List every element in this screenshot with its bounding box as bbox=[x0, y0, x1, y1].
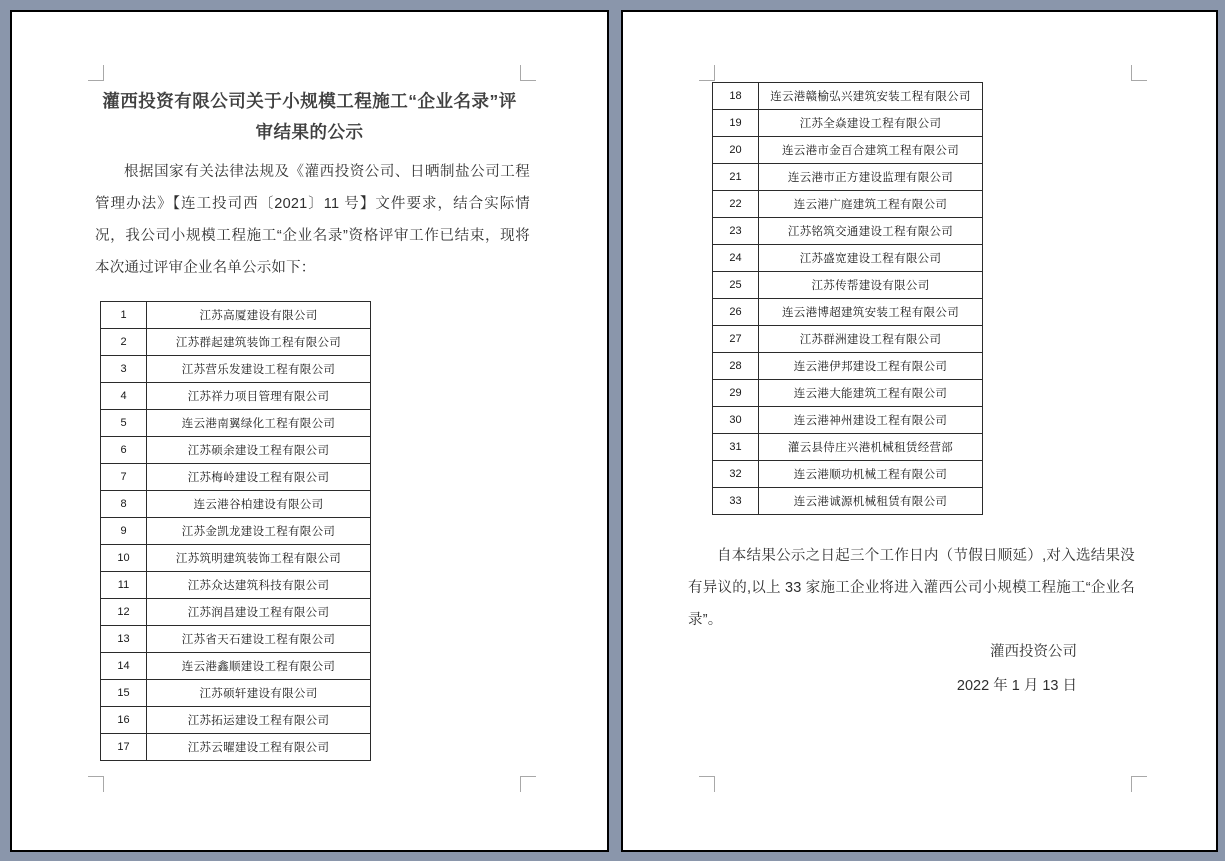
table-row bbox=[101, 599, 371, 626]
table-row bbox=[713, 299, 983, 326]
table-row bbox=[713, 380, 983, 407]
row-number: 30 bbox=[713, 407, 759, 434]
row-number: 25 bbox=[713, 272, 759, 299]
company-name: 连云港伊邦建设工程有限公司 bbox=[759, 353, 983, 380]
table-row bbox=[101, 410, 371, 437]
table-row bbox=[713, 191, 983, 218]
document-title-line2: 审结果的公示 bbox=[255, 122, 364, 142]
table-row bbox=[101, 545, 371, 572]
table-row bbox=[713, 353, 983, 380]
table-row bbox=[101, 491, 371, 518]
closing-paragraph: 自本结果公示之日起三个工作日内（节假日顺延）,对入选结果没有异议的,以上 33 家施工企业将进入灌西公司小规模工程施工“企业名录”。 bbox=[688, 548, 1135, 628]
company-name: 江苏筑明建筑装饰工程有限公司 bbox=[147, 545, 371, 572]
row-number: 12 bbox=[101, 599, 147, 626]
row-number: 20 bbox=[713, 137, 759, 164]
company-name: 江苏云曜建设工程有限公司 bbox=[147, 734, 371, 761]
table-row bbox=[713, 434, 983, 461]
margin-mark-bottom-right bbox=[1131, 776, 1147, 792]
table-row bbox=[101, 653, 371, 680]
table-row bbox=[101, 626, 371, 653]
row-number: 21 bbox=[713, 164, 759, 191]
company-name: 江苏高厦建设有限公司 bbox=[147, 302, 371, 329]
table-row bbox=[101, 356, 371, 383]
table-row bbox=[713, 245, 983, 272]
table-row bbox=[713, 218, 983, 245]
table-row bbox=[101, 734, 371, 761]
row-number: 16 bbox=[101, 707, 147, 734]
table-row bbox=[713, 272, 983, 299]
margin-mark-top-right bbox=[1131, 65, 1147, 81]
table-row bbox=[713, 326, 983, 353]
company-name: 连云港顺功机械工程有限公司 bbox=[759, 461, 983, 488]
company-name: 江苏梅岭建设工程有限公司 bbox=[147, 464, 371, 491]
row-number: 4 bbox=[101, 383, 147, 410]
company-name: 灌云县侍庄兴港机械租赁经营部 bbox=[759, 434, 983, 461]
enterprise-table-page1 bbox=[100, 301, 371, 761]
row-number: 11 bbox=[101, 572, 147, 599]
company-name: 江苏传帮建设有限公司 bbox=[759, 272, 983, 299]
company-name: 连云港博超建筑安装工程有限公司 bbox=[759, 299, 983, 326]
row-number: 5 bbox=[101, 410, 147, 437]
company-name: 连云港市正方建设监理有限公司 bbox=[759, 164, 983, 191]
row-number: 28 bbox=[713, 353, 759, 380]
margin-mark-top-left bbox=[699, 65, 715, 81]
signature-company: 灌西投资公司 bbox=[990, 644, 1077, 660]
row-number: 32 bbox=[713, 461, 759, 488]
row-number: 29 bbox=[713, 380, 759, 407]
row-number: 7 bbox=[101, 464, 147, 491]
row-number: 13 bbox=[101, 626, 147, 653]
row-number: 15 bbox=[101, 680, 147, 707]
row-number: 2 bbox=[101, 329, 147, 356]
page-2[interactable] bbox=[621, 10, 1218, 852]
row-number: 10 bbox=[101, 545, 147, 572]
company-name: 江苏祥力项目管理有限公司 bbox=[147, 383, 371, 410]
margin-mark-top-right bbox=[520, 65, 536, 81]
margin-mark-top-left bbox=[88, 65, 104, 81]
company-name: 江苏润昌建设工程有限公司 bbox=[147, 599, 371, 626]
company-name: 连云港赣榆弘兴建筑安装工程有限公司 bbox=[759, 83, 983, 110]
document-title-line1: 灌西投资有限公司关于小规模工程施工“企业名录”评 bbox=[102, 91, 517, 111]
company-name: 连云港南翼绿化工程有限公司 bbox=[147, 410, 371, 437]
margin-mark-bottom-left bbox=[699, 776, 715, 792]
table-row bbox=[713, 110, 983, 137]
company-name: 江苏群洲建设工程有限公司 bbox=[759, 326, 983, 353]
company-name: 江苏铭筑交通建设工程有限公司 bbox=[759, 218, 983, 245]
company-name: 江苏硕轩建设有限公司 bbox=[147, 680, 371, 707]
table-row bbox=[713, 407, 983, 434]
row-number: 14 bbox=[101, 653, 147, 680]
enterprise-table-page2 bbox=[712, 82, 983, 515]
table-row bbox=[101, 383, 371, 410]
row-number: 33 bbox=[713, 488, 759, 515]
row-number: 27 bbox=[713, 326, 759, 353]
intro-paragraph: 根据国家有关法律法规及《灌西投资公司、日晒制盐公司工程管理办法》【连工投司西〔2021〕11 号】文件要求，结合实际情况，我公司小规模工程施工“企业名录”资格评审工作已结束，现将本次通过评审企业名单公示如下： bbox=[95, 164, 530, 276]
table-row bbox=[713, 164, 983, 191]
table-row bbox=[101, 680, 371, 707]
signature-date: 2022 年 1 月 13 日 bbox=[956, 678, 1077, 694]
table-row bbox=[713, 488, 983, 515]
row-number: 24 bbox=[713, 245, 759, 272]
company-name: 连云港鑫顺建设工程有限公司 bbox=[147, 653, 371, 680]
signature-block bbox=[688, 635, 1135, 703]
row-number: 8 bbox=[101, 491, 147, 518]
row-number: 17 bbox=[101, 734, 147, 761]
row-number: 9 bbox=[101, 518, 147, 545]
company-name: 江苏硕余建设工程有限公司 bbox=[147, 437, 371, 464]
margin-mark-bottom-right bbox=[520, 776, 536, 792]
table-row bbox=[101, 572, 371, 599]
table-row bbox=[101, 437, 371, 464]
table-row bbox=[101, 464, 371, 491]
margin-mark-bottom-left bbox=[88, 776, 104, 792]
row-number: 6 bbox=[101, 437, 147, 464]
row-number: 18 bbox=[713, 83, 759, 110]
company-name: 连云港市金百合建筑工程有限公司 bbox=[759, 137, 983, 164]
company-name: 江苏群起建筑装饰工程有限公司 bbox=[147, 329, 371, 356]
table-row bbox=[101, 302, 371, 329]
company-name: 连云港诚源机械租赁有限公司 bbox=[759, 488, 983, 515]
row-number: 22 bbox=[713, 191, 759, 218]
company-name: 江苏营乐发建设工程有限公司 bbox=[147, 356, 371, 383]
company-name: 连云港大能建筑工程有限公司 bbox=[759, 380, 983, 407]
table-row bbox=[101, 329, 371, 356]
row-number: 3 bbox=[101, 356, 147, 383]
table-row bbox=[713, 137, 983, 164]
table-row bbox=[101, 518, 371, 545]
row-number: 19 bbox=[713, 110, 759, 137]
row-number: 23 bbox=[713, 218, 759, 245]
document-title bbox=[52, 86, 567, 148]
company-name: 连云港广庭建筑工程有限公司 bbox=[759, 191, 983, 218]
company-name: 江苏全焱建设工程有限公司 bbox=[759, 110, 983, 137]
company-name: 江苏省天石建设工程有限公司 bbox=[147, 626, 371, 653]
table-row bbox=[713, 461, 983, 488]
row-number: 1 bbox=[101, 302, 147, 329]
company-name: 江苏众达建筑科技有限公司 bbox=[147, 572, 371, 599]
company-name: 连云港神州建设工程有限公司 bbox=[759, 407, 983, 434]
table-row bbox=[713, 83, 983, 110]
company-name: 江苏盛宽建设工程有限公司 bbox=[759, 245, 983, 272]
company-name: 连云港谷柏建设有限公司 bbox=[147, 491, 371, 518]
page-1[interactable] bbox=[10, 10, 609, 852]
row-number: 26 bbox=[713, 299, 759, 326]
company-name: 江苏金凯龙建设工程有限公司 bbox=[147, 518, 371, 545]
table-row bbox=[101, 707, 371, 734]
company-name: 江苏拓运建设工程有限公司 bbox=[147, 707, 371, 734]
row-number: 31 bbox=[713, 434, 759, 461]
